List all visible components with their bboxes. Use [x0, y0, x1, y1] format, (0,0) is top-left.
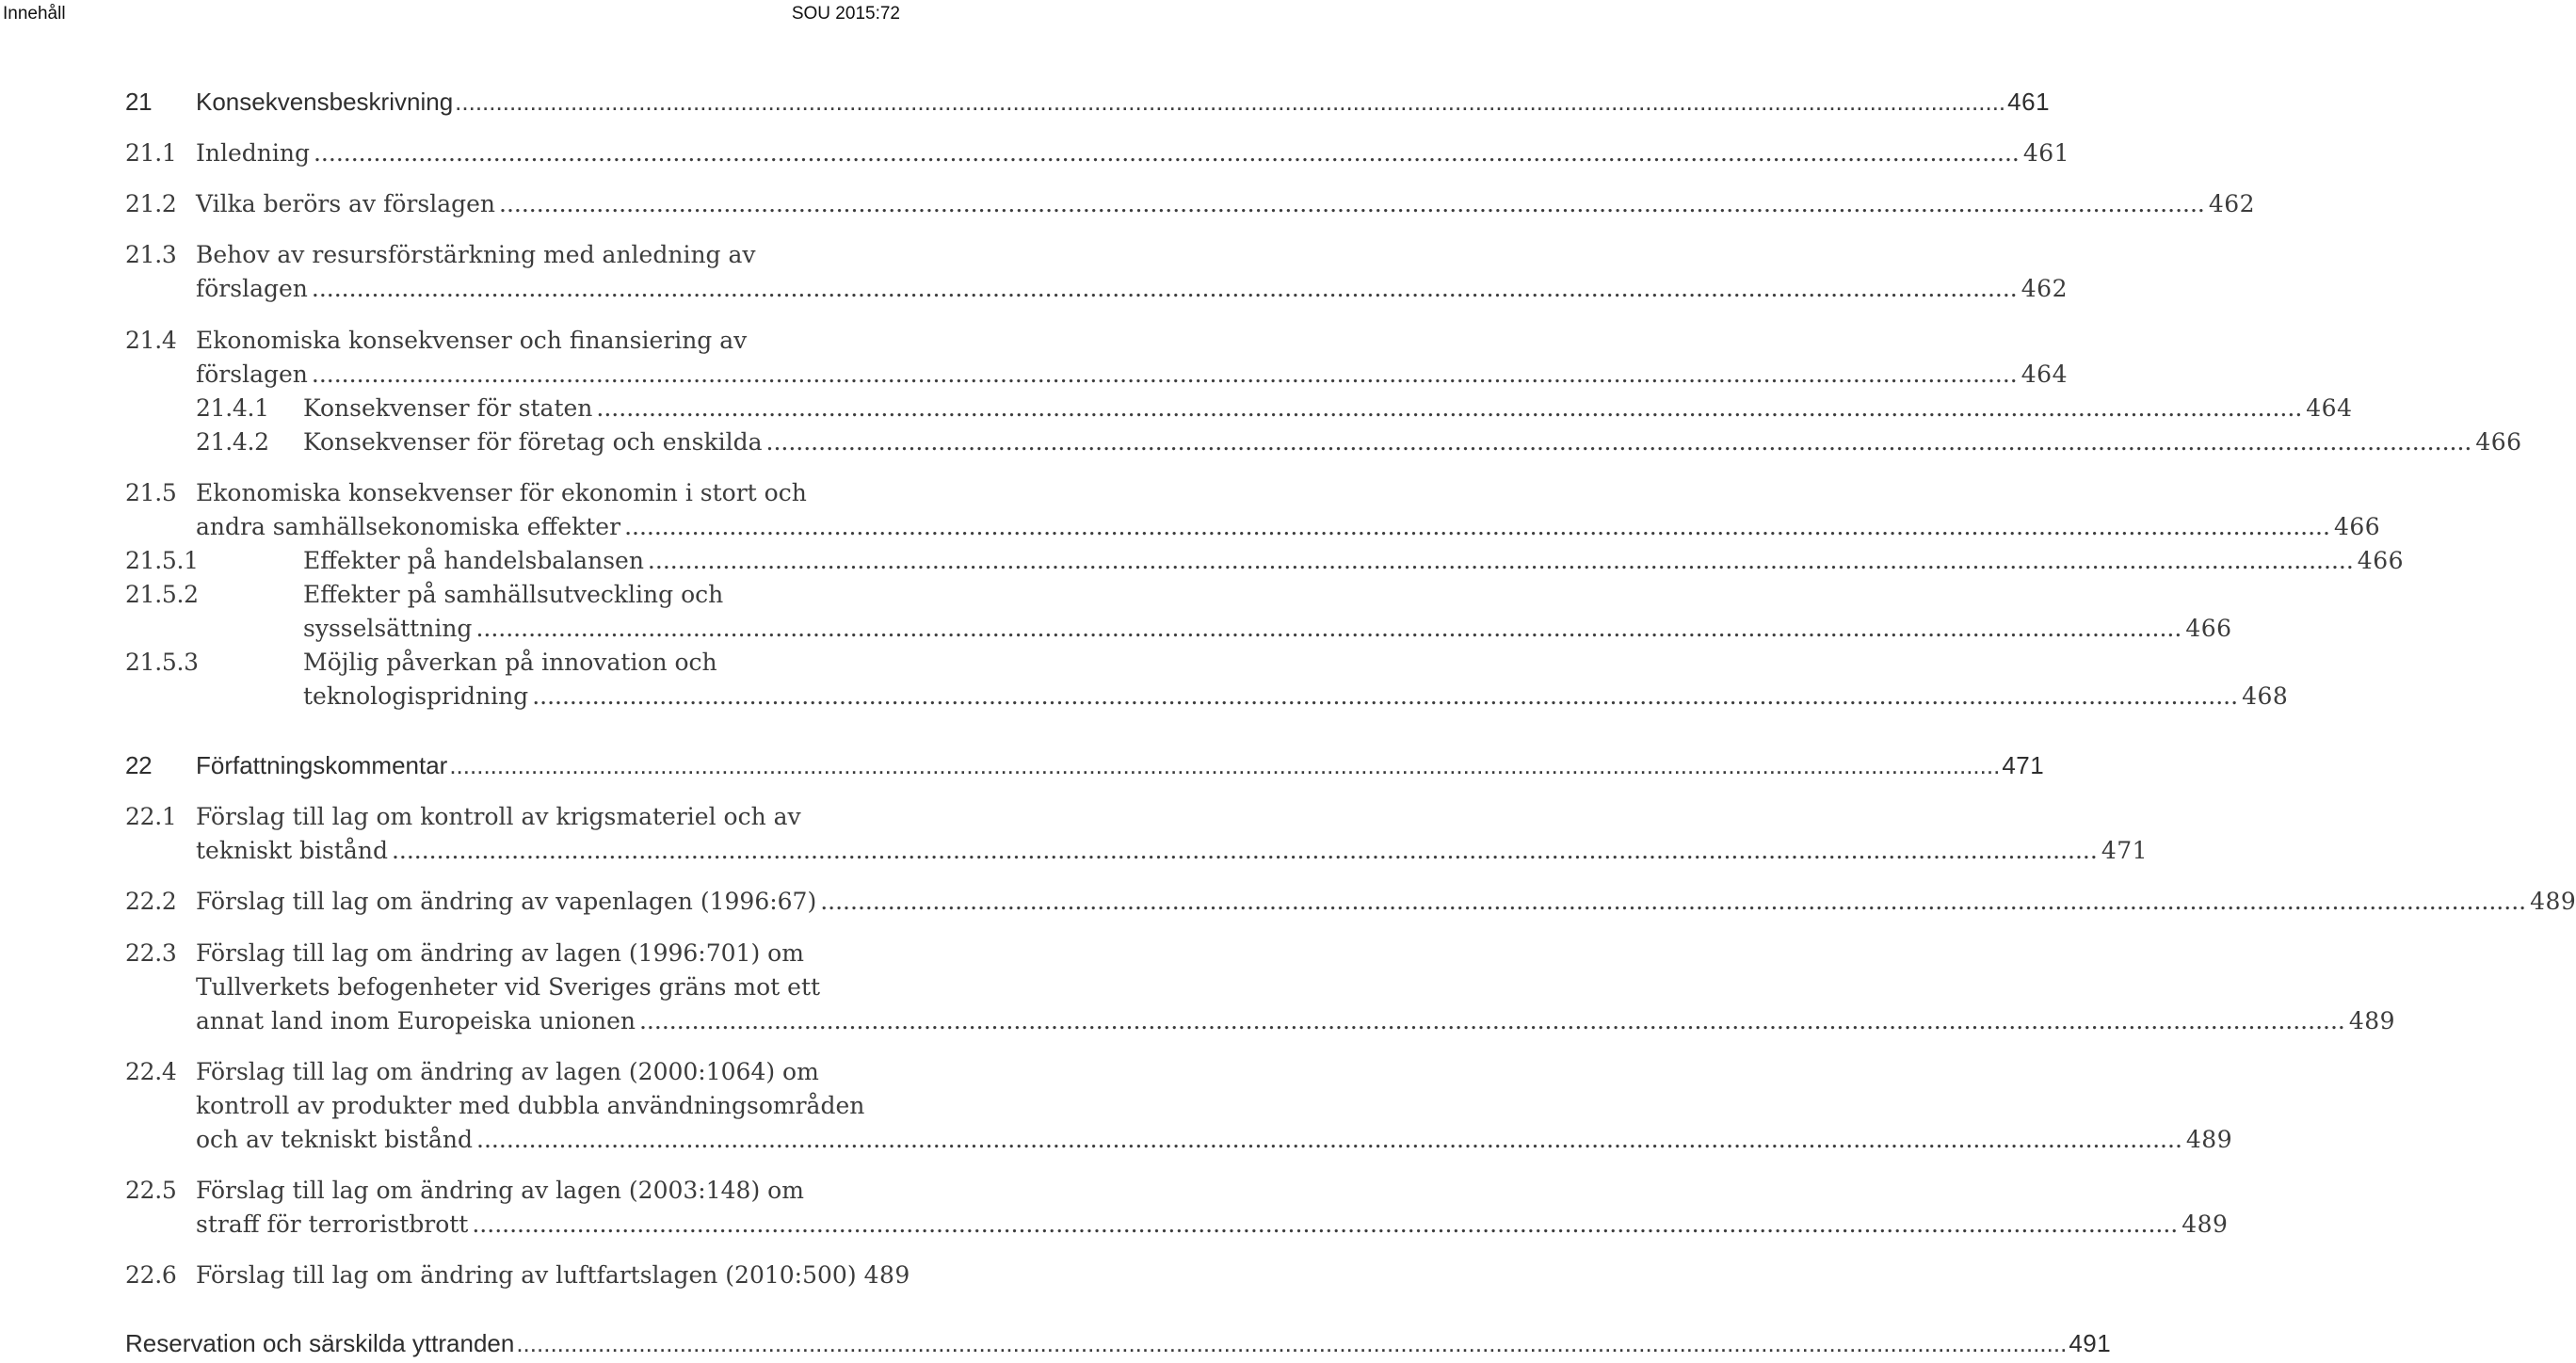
toc-title: Effekter på handelsbalansen — [303, 547, 644, 574]
toc-entry-21-4-cont[interactable] — [0, 358, 2068, 392]
toc-number: 21.4.2 — [196, 428, 269, 456]
toc-chapter-22[interactable] — [0, 748, 2045, 782]
toc-entry-21-4-1[interactable] — [0, 392, 2353, 425]
toc-page: 461 — [2007, 88, 2051, 116]
toc-page: 464 — [2021, 361, 2068, 388]
dot-leader — [648, 544, 2354, 578]
toc-page: 489 — [2182, 1211, 2229, 1238]
toc-number: 21.5.1 — [125, 547, 199, 574]
toc-entry-22-4[interactable] — [0, 1055, 904, 1089]
toc-entry — [196, 85, 2051, 119]
toc-page: 462 — [2208, 190, 2256, 217]
toc-title: Inledning — [196, 139, 310, 167]
toc-entry-22-1-cont[interactable] — [0, 834, 2149, 868]
toc-number: 21.2 — [125, 190, 177, 217]
toc-number: 22.6 — [125, 1261, 177, 1289]
toc-entry-21-5-1[interactable] — [0, 544, 2405, 578]
dot-leader — [392, 834, 2098, 868]
toc-page: 489 — [2185, 1126, 2233, 1153]
toc-page: 471 — [2002, 751, 2045, 779]
dot-leader — [532, 680, 2238, 714]
toc-title: sysselsättning — [303, 615, 473, 642]
toc-page: 466 — [2333, 513, 2381, 540]
toc-title: Vilka berörs av förslagen — [196, 190, 495, 217]
toc-number: 21.5.3 — [125, 649, 199, 676]
toc-title: Konsekvenser för företag och enskilda — [303, 428, 763, 456]
toc-title: Konsekvensbeskrivning — [196, 88, 454, 116]
toc-title: straff för terroristbrott — [196, 1211, 469, 1238]
toc-title: och av tekniskt bistånd — [196, 1126, 474, 1153]
toc-title: Behov av resursförstärkning med anledning av — [196, 241, 756, 268]
dot-leader — [820, 885, 2526, 919]
toc-title: kontroll av produkter med dubbla användningsområden — [196, 1092, 865, 1119]
toc-page: 462 — [2021, 275, 2068, 302]
toc-page: 466 — [2475, 428, 2522, 456]
toc-number: 22.5 — [125, 1177, 177, 1204]
toc-number: 21.3 — [125, 241, 177, 268]
toc-page: 491 — [2069, 1329, 2112, 1357]
dot-leader — [766, 425, 2472, 459]
toc-entry-21-5[interactable] — [0, 476, 904, 510]
toc-title: Konsekvenser för staten — [303, 394, 593, 422]
toc-entry-21-5-2[interactable] — [0, 578, 904, 612]
toc-number: 21.4 — [125, 327, 177, 354]
running-header-report-id: SOU 2015:72 — [791, 4, 900, 24]
toc-page: 466 — [2185, 615, 2232, 642]
toc-reservations[interactable] — [0, 1326, 2112, 1360]
toc-entry-22-4-cont[interactable] — [0, 1089, 904, 1123]
toc-entry-22-1[interactable] — [0, 800, 904, 834]
toc-page: 468 — [2242, 682, 2289, 710]
toc-entry-22-3[interactable] — [0, 937, 904, 970]
toc-title: Förslag till lag om ändring av lagen (2000:1064) om — [196, 1058, 819, 1085]
toc-entry-21-3[interactable] — [0, 238, 904, 272]
toc-page: 466 — [2357, 547, 2405, 574]
toc-number: 21.4.1 — [196, 394, 269, 422]
toc-entry-22-3-cont[interactable] — [0, 970, 904, 1004]
dot-leader — [314, 136, 2020, 170]
toc-entry-21-3-cont[interactable] — [0, 272, 2068, 306]
toc-entry-21-5-3[interactable] — [0, 646, 904, 680]
toc-number: 21.5.2 — [125, 581, 199, 608]
toc-entry-22-2[interactable] — [0, 885, 2576, 919]
toc-entry-21-2[interactable] — [0, 187, 2256, 221]
toc-entry-22-6[interactable] — [0, 1259, 910, 1292]
toc-number: 22.2 — [125, 888, 177, 915]
toc-title: förslagen — [196, 361, 308, 388]
toc-title: teknologispridning — [303, 682, 529, 710]
dot-leader — [499, 187, 2205, 221]
dot-leader — [472, 1208, 2178, 1242]
toc-page: 489 — [863, 1261, 910, 1289]
toc-title: Förslag till lag om ändring av lagen (1996:701) om — [196, 939, 804, 967]
dot-leader — [449, 748, 2000, 782]
toc-number: 21.5 — [125, 479, 177, 506]
toc-title: förslagen — [196, 275, 308, 302]
toc-title: Förslag till lag om ändring av lagen (2003:148) om — [196, 1177, 804, 1204]
toc-number: 21.1 — [125, 139, 177, 167]
toc-title: Reservation och särskilda yttranden — [125, 1329, 515, 1357]
toc-title: Ekonomiska konsekvenser för ekonomin i stort och — [196, 479, 807, 506]
toc-number: 22 — [125, 751, 153, 779]
toc-page: 471 — [2101, 837, 2149, 864]
toc-number: 22.3 — [125, 939, 177, 967]
toc-title: Förslag till lag om kontroll av krigsmateriel och av — [196, 803, 801, 830]
toc-chapter-21[interactable] — [0, 85, 2051, 119]
toc-page: 489 — [2348, 1007, 2396, 1034]
toc-title: Förslag till lag om ändring av vapenlagen (1996:67) — [196, 888, 817, 915]
dot-leader — [516, 1326, 2067, 1360]
dot-leader — [475, 612, 2182, 646]
dot-leader — [476, 1123, 2182, 1157]
toc-entry-21-5-2-cont[interactable] — [0, 612, 2232, 646]
toc-entry-21-5-cont[interactable] — [0, 510, 2381, 544]
dot-leader — [596, 392, 2302, 425]
toc-title: Ekonomiska konsekvenser och finansiering av — [196, 327, 748, 354]
toc-page: 489 — [2530, 888, 2576, 915]
dot-leader — [455, 85, 2005, 119]
toc-title: Möjlig påverkan på innovation och — [303, 649, 717, 676]
toc-number: 21 — [125, 88, 153, 116]
toc-number: 22.4 — [125, 1058, 177, 1085]
toc-entry-21-4[interactable] — [0, 324, 904, 358]
toc-entry-22-5[interactable] — [0, 1174, 904, 1208]
dot-leader — [624, 510, 2330, 544]
toc-title: Tullverkets befogenheter vid Sveriges gräns mot ett — [196, 973, 821, 1001]
toc-number: 22.1 — [125, 803, 177, 830]
toc-title: andra samhällsekonomiska effekter — [196, 513, 621, 540]
toc-page: 464 — [2306, 394, 2353, 422]
toc-entry-22-4-cont-2[interactable] — [0, 1123, 2233, 1157]
toc-entry-21-4-2[interactable] — [0, 425, 2522, 459]
toc-title: Förslag till lag om ändring av luftfartslagen (2010:500) — [196, 1261, 857, 1289]
toc-title: annat land inom Europeiska unionen — [196, 1007, 636, 1034]
toc-title: Effekter på samhällsutveckling och — [303, 581, 724, 608]
toc-title: tekniskt bistånd — [196, 837, 388, 864]
dot-leader — [312, 272, 2018, 306]
running-header-section: Innehåll — [3, 4, 66, 24]
toc-entry-22-5-cont[interactable] — [0, 1208, 2229, 1242]
dot-leader — [312, 358, 2018, 392]
toc-entry-22-3-cont-2[interactable] — [0, 1004, 2396, 1038]
toc-page: 461 — [2022, 139, 2070, 167]
toc-title: Författningskommentar — [196, 751, 448, 779]
toc-entry-21-5-3-cont[interactable] — [0, 680, 2289, 714]
dot-leader — [639, 1004, 2345, 1038]
toc-entry-21-1[interactable] — [0, 136, 2070, 170]
